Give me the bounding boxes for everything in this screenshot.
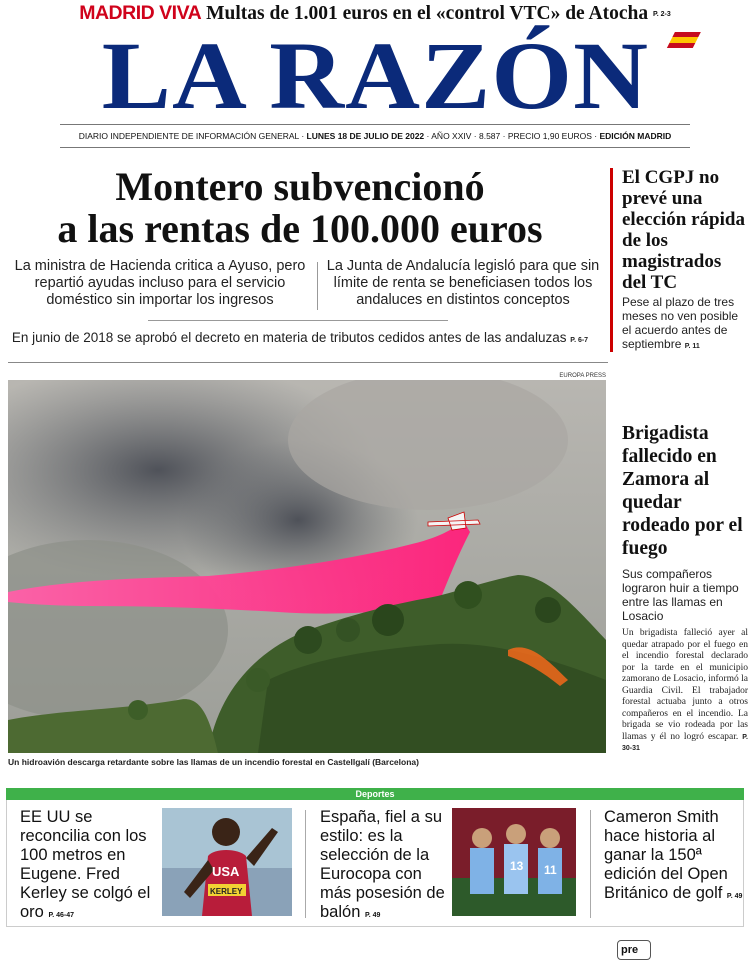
lead-headline[interactable]: Montero subvencionó a las rentas de 100.000 euros: [57, 164, 543, 251]
photo-caption: Un hidroavión descarga retardante sobre las llamas de un incendio forestal en Castellgalí (Barcelona): [8, 757, 419, 767]
svg-text:11: 11: [544, 863, 557, 877]
cgpj-headline[interactable]: El CGPJ no prevé una elección rápida de los magistrados del TC: [622, 167, 745, 293]
svg-text:USA: USA: [212, 864, 240, 879]
spain-team-photo: [452, 808, 576, 916]
masthead: [0, 22, 750, 129]
teaser-page-ref: P. 2-3: [652, 11, 671, 19]
fire-subhead: Sus compañeros lograron huir a tiempo entre las llamas en Losacio: [622, 567, 739, 623]
svg-text:KERLEY: KERLEY: [210, 887, 243, 896]
fire-headline[interactable]: Brigadista fallecido en Zamora al quedar rodeado por el fuego: [622, 423, 743, 559]
svg-text:13: 13: [510, 859, 524, 873]
lead-subhead-right: La Junta de Andalucía legisló para que sin límite de renta se beneficiasen todos los andaluces en distintos conceptos: [326, 258, 600, 308]
photo-credit: EUROPA PRESS: [559, 373, 606, 379]
dateline: DIARIO INDEPENDIENTE DE INFORMACIÓN GENERAL · LUNES 18 DE JULIO DE 2022 · AÑO XXIV · 8.587 · PRECIO 1,90 EUROS · EDICIÓN MADRID: [60, 124, 690, 148]
wildfire-photo[interactable]: [8, 380, 606, 753]
spanish-flag-icon: [666, 32, 700, 48]
lead-subhead-left: La ministra de Hacienda critica a Ayuso, pero repartió ayudas incluso para el servicio doméstico sin importar los ingresos: [14, 258, 306, 308]
divider: [317, 262, 318, 310]
teaser-kicker: MADRID VIVA: [79, 2, 202, 24]
sprinter-photo: [162, 808, 292, 916]
sports-section-label: Deportes: [6, 788, 744, 800]
cgpj-subhead: Pese al plazo de tres meses no ven posible el acuerdo antes de septiembre P. 11: [622, 295, 739, 351]
side-accent-rule: [610, 168, 613, 352]
issue-date: LUNES 18 DE JULIO DE 2022: [306, 131, 425, 141]
divider: [8, 362, 608, 363]
divider: [590, 810, 591, 918]
press-badge-icon[interactable]: pre: [617, 940, 651, 960]
wildfire-plane-image: [8, 380, 606, 753]
fire-body: Un brigadista falleció ayer al quedar atrapado por el fuego en el incendio forestal declarado por la tarde en el municipio zamorano de Losacio, informó la Guardia Civil. El trabajador forestal actuaba junto a otros compañeros en el incendio. La brigada se vio rodeada por las llamas y él no logró escapar. P. 30-31: [622, 628, 748, 752]
lead-decree-line: En junio de 2018 se aprobó el decreto en materia de tributos cedidos antes de las andaluzas P. 6-7: [11, 330, 589, 345]
divider: [148, 320, 448, 321]
teaser-headline: Multas de 1.001 euros en el «control VTC» de Atocha: [206, 3, 649, 24]
sports-item-golf[interactable]: Cameron Smith hace historia al ganar la 150ª edición del Open Británico de golf P. 49: [604, 808, 743, 902]
newspaper-logo: LA RAZÓN: [101, 26, 648, 126]
sports-item-sprint[interactable]: EE UU se reconcilia con los 100 metros en Eugene. Fred Kerley se colgó el oro P. 46-47: [20, 808, 151, 921]
sports-item-euro[interactable]: España, fiel a su estilo: es la selección de la Eurocopa con más posesión de balón P. 49: [320, 808, 445, 921]
divider: [305, 810, 306, 918]
